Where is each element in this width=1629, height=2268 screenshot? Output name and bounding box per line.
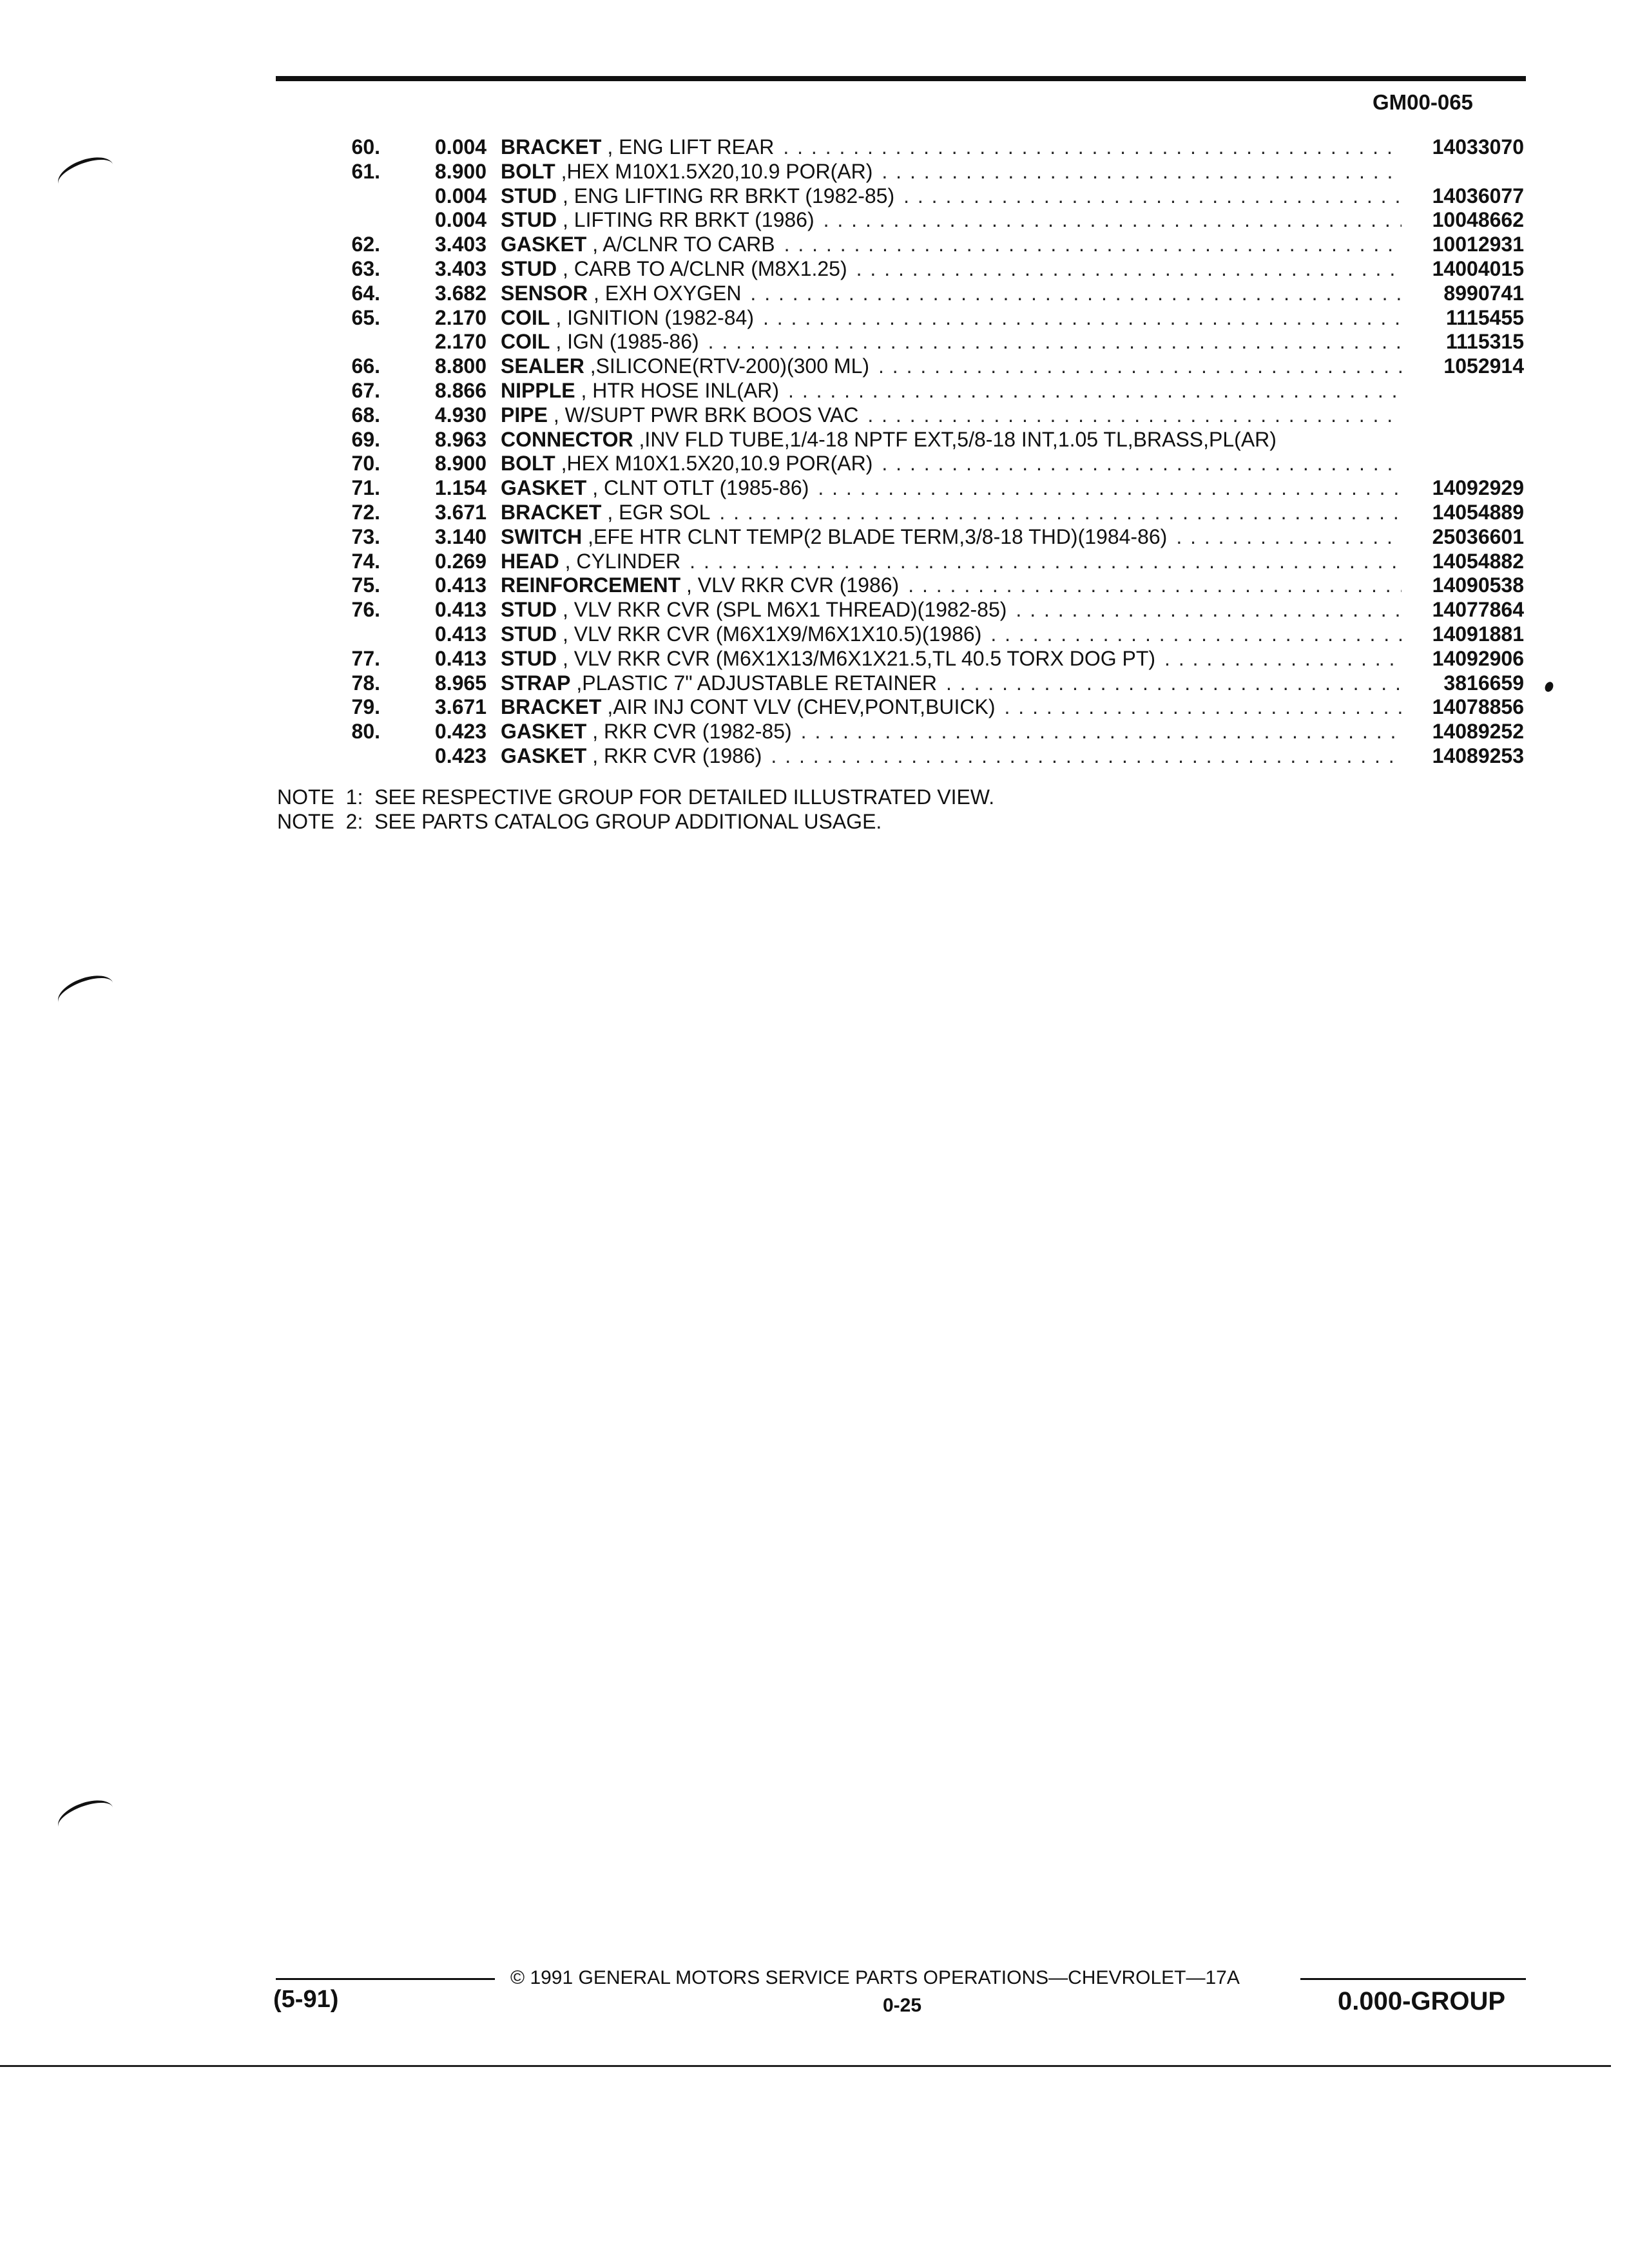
part-detail: , IGN (1985-86) bbox=[550, 330, 699, 354]
group-number: 0.004 bbox=[434, 184, 487, 207]
part-detail: , VLV RKR CVR (1986) bbox=[680, 573, 900, 597]
part-description bbox=[501, 622, 1402, 647]
parts-row bbox=[284, 501, 1524, 525]
part-number: 14033070 bbox=[1432, 135, 1524, 159]
part-description bbox=[501, 598, 1402, 622]
part-name: STUD bbox=[501, 646, 557, 670]
footer-group: 0.000-GROUP bbox=[1338, 1987, 1506, 2015]
notes bbox=[277, 785, 994, 834]
dot-leader bbox=[899, 573, 1402, 598]
part-description bbox=[501, 403, 1402, 428]
part-name: SENSOR bbox=[501, 281, 588, 305]
part-number: 14091881 bbox=[1432, 622, 1524, 646]
part-number bbox=[1402, 403, 1524, 428]
part-name: STUD bbox=[501, 184, 557, 207]
part-description bbox=[501, 330, 1402, 354]
part-description bbox=[501, 476, 1402, 501]
dot-leader bbox=[775, 233, 1402, 257]
part-description bbox=[501, 744, 1402, 769]
footer-rule-right bbox=[1300, 1978, 1526, 1980]
reference-number: 70. bbox=[351, 452, 380, 476]
reference-number: 73. bbox=[351, 524, 380, 548]
reference-number: 66. bbox=[351, 354, 380, 378]
part-description bbox=[501, 233, 1402, 257]
footer-rule-left bbox=[276, 1978, 495, 1980]
group-number: 1.154 bbox=[434, 476, 487, 500]
part-description bbox=[501, 695, 1402, 720]
part-name: NIPPLE bbox=[501, 378, 575, 402]
reference-number: 63. bbox=[351, 256, 380, 280]
part-name: GASKET bbox=[501, 744, 587, 767]
part-description bbox=[501, 647, 1402, 671]
part-name: STRAP bbox=[501, 671, 571, 695]
note-line: NOTE 1: SEE RESPECTIVE GROUP FOR DETAILED ILLUSTRATED VIEW. bbox=[277, 785, 995, 809]
parts-row bbox=[284, 354, 1524, 379]
part-name: SWITCH bbox=[501, 524, 583, 548]
dot-leader bbox=[981, 622, 1402, 647]
reference-number: 65. bbox=[351, 305, 380, 329]
parts-row bbox=[284, 403, 1524, 428]
group-number: 2.170 bbox=[434, 330, 487, 354]
reference-number bbox=[284, 208, 380, 233]
reference-number: 67. bbox=[351, 378, 380, 402]
dot-leader bbox=[815, 208, 1402, 233]
part-number bbox=[1402, 160, 1524, 184]
part-description bbox=[501, 306, 1402, 331]
part-detail: , ENG LIFTING RR BRKT (1982-85) bbox=[557, 184, 895, 207]
parts-row bbox=[284, 257, 1524, 282]
part-detail: , W/SUPT PWR BRK BOOS VAC bbox=[547, 403, 859, 427]
reference-number: 79. bbox=[351, 695, 380, 719]
group-number: 3.403 bbox=[434, 233, 487, 256]
part-detail: , LIFTING RR BRKT (1986) bbox=[557, 208, 815, 232]
part-description bbox=[501, 452, 1402, 476]
part-description bbox=[501, 671, 1402, 696]
part-number: 25036601 bbox=[1432, 524, 1524, 548]
part-name: BOLT bbox=[501, 452, 555, 476]
part-detail: , A/CLNR TO CARB bbox=[586, 233, 775, 256]
part-description bbox=[501, 379, 1402, 403]
part-description bbox=[501, 573, 1402, 598]
part-description bbox=[501, 184, 1402, 209]
part-name: BOLT bbox=[501, 159, 555, 183]
dot-leader bbox=[872, 452, 1402, 476]
group-number: 8.900 bbox=[434, 159, 487, 183]
parts-row bbox=[284, 452, 1524, 476]
group-number: 3.140 bbox=[434, 524, 487, 548]
part-detail: , RKR CVR (1986) bbox=[586, 744, 762, 767]
part-detail: , VLV RKR CVR (M6X1X13/M6X1X21.5,TL 40.5 TORX DOG PT) bbox=[557, 646, 1156, 670]
reference-number: 77. bbox=[351, 646, 380, 670]
part-name: COIL bbox=[501, 305, 550, 329]
part-detail: , CARB TO A/CLNR (M8X1.25) bbox=[557, 256, 847, 280]
parts-row bbox=[284, 135, 1524, 160]
reference-number bbox=[284, 184, 380, 209]
dot-leader bbox=[699, 330, 1402, 354]
group-number: 3.403 bbox=[434, 256, 487, 280]
part-description bbox=[501, 160, 1402, 184]
group-number: 4.930 bbox=[434, 403, 487, 427]
footer-date-code: (5-91) bbox=[273, 1986, 339, 2013]
document-id: GM00-065 bbox=[1373, 90, 1473, 114]
dot-leader bbox=[847, 257, 1402, 282]
dot-leader bbox=[809, 476, 1402, 501]
reference-number: 78. bbox=[351, 671, 380, 695]
group-number: 0.413 bbox=[434, 598, 487, 622]
part-name: BRACKET bbox=[501, 500, 602, 524]
reference-number: 72. bbox=[351, 500, 380, 524]
part-description bbox=[501, 354, 1402, 379]
dot-leader bbox=[710, 501, 1402, 525]
note-line: NOTE 2: SEE PARTS CATALOG GROUP ADDITIONAL USAGE. bbox=[277, 810, 882, 833]
reference-number: 69. bbox=[351, 427, 380, 451]
part-description bbox=[501, 282, 1402, 306]
part-number bbox=[1402, 428, 1524, 452]
dot-leader bbox=[792, 720, 1402, 744]
reference-number bbox=[284, 744, 380, 769]
reference-number: 75. bbox=[351, 573, 380, 597]
part-name: STUD bbox=[501, 598, 557, 622]
part-detail: , IGNITION (1982-84) bbox=[550, 305, 754, 329]
part-detail: , VLV RKR CVR (SPL M6X1 THREAD)(1982-85) bbox=[557, 598, 1007, 622]
parts-row bbox=[284, 233, 1524, 257]
part-detail: , EXH OXYGEN bbox=[588, 281, 742, 305]
reference-number bbox=[284, 330, 380, 354]
group-number: 0.423 bbox=[434, 744, 487, 767]
part-description bbox=[501, 550, 1402, 574]
page-edge-rule bbox=[0, 2065, 1611, 2067]
part-description bbox=[501, 208, 1402, 233]
part-detail: , ENG LIFT REAR bbox=[601, 135, 775, 159]
group-number: 0.413 bbox=[434, 573, 487, 597]
dot-leader bbox=[937, 671, 1402, 696]
dot-leader bbox=[1155, 647, 1402, 671]
dot-leader bbox=[1167, 525, 1402, 550]
part-description bbox=[501, 257, 1402, 282]
part-name: COIL bbox=[501, 330, 550, 354]
dot-leader bbox=[754, 306, 1402, 331]
part-number: 14036077 bbox=[1432, 184, 1524, 207]
reference-number: 61. bbox=[351, 159, 380, 183]
parts-row bbox=[284, 550, 1524, 574]
dot-leader bbox=[872, 160, 1402, 184]
part-name: SEALER bbox=[501, 354, 584, 378]
group-number: 0.413 bbox=[434, 622, 487, 646]
reference-number: 74. bbox=[351, 549, 380, 573]
part-number: 1115455 bbox=[1445, 305, 1524, 329]
group-number: 8.965 bbox=[434, 671, 487, 695]
group-number: 3.671 bbox=[434, 500, 487, 524]
part-number: 14078856 bbox=[1432, 695, 1524, 719]
part-name: STUD bbox=[501, 208, 557, 232]
parts-row bbox=[284, 282, 1524, 306]
part-number: 14092906 bbox=[1432, 646, 1524, 670]
header-rule bbox=[276, 76, 1526, 81]
group-number: 0.004 bbox=[434, 208, 487, 232]
part-name: GASKET bbox=[501, 720, 587, 744]
reference-number: 60. bbox=[351, 135, 380, 159]
reference-number: 64. bbox=[351, 281, 380, 305]
parts-row bbox=[284, 330, 1524, 354]
parts-row bbox=[284, 160, 1524, 184]
part-number: 14089253 bbox=[1432, 744, 1524, 767]
parts-row bbox=[284, 647, 1524, 671]
part-description bbox=[501, 135, 1402, 160]
part-detail: ,AIR INJ CONT VLV (CHEV,PONT,BUICK) bbox=[601, 695, 996, 719]
part-number: 14077864 bbox=[1432, 598, 1524, 622]
part-number: 8990741 bbox=[1443, 281, 1524, 305]
part-name: GASKET bbox=[501, 233, 587, 256]
part-number: 3816659 bbox=[1443, 671, 1524, 695]
part-name: BRACKET bbox=[501, 695, 602, 719]
group-number: 8.800 bbox=[434, 354, 487, 378]
parts-row bbox=[284, 671, 1524, 696]
part-number: 14090538 bbox=[1432, 573, 1524, 597]
part-number: 14054882 bbox=[1432, 549, 1524, 573]
part-detail: ,PLASTIC 7" ADJUSTABLE RETAINER bbox=[570, 671, 937, 695]
binder-hole-mark bbox=[53, 1794, 118, 1841]
dot-leader bbox=[1007, 598, 1402, 622]
group-number: 0.413 bbox=[434, 646, 487, 670]
dot-leader bbox=[741, 282, 1402, 306]
parts-row bbox=[284, 598, 1524, 622]
group-number: 0.269 bbox=[434, 549, 487, 573]
part-number bbox=[1402, 452, 1524, 476]
parts-row bbox=[284, 573, 1524, 598]
parts-list bbox=[284, 135, 1524, 769]
parts-row bbox=[284, 208, 1524, 233]
reference-number: 76. bbox=[351, 598, 380, 622]
parts-row bbox=[284, 306, 1524, 331]
part-number: 10048662 bbox=[1432, 208, 1524, 232]
part-name: STUD bbox=[501, 256, 557, 280]
dot-leader bbox=[762, 744, 1402, 769]
reference-number: 71. bbox=[351, 476, 380, 500]
part-name: STUD bbox=[501, 622, 557, 646]
reference-number bbox=[284, 622, 380, 647]
dot-leader bbox=[894, 184, 1402, 209]
part-number: 14092929 bbox=[1432, 476, 1524, 500]
part-number: 14089252 bbox=[1432, 720, 1524, 744]
part-detail: ,SILICONE(RTV-200)(300 ML) bbox=[584, 354, 870, 378]
part-number: 14054889 bbox=[1432, 500, 1524, 524]
part-name: CONNECTOR bbox=[501, 427, 633, 451]
dot-leader bbox=[680, 550, 1402, 574]
group-number: 3.682 bbox=[434, 281, 487, 305]
binder-hole-mark bbox=[53, 969, 118, 1016]
footer-page-number: 0-25 bbox=[883, 1995, 922, 2016]
part-name: PIPE bbox=[501, 403, 548, 427]
part-detail: ,HEX M10X1.5X20,10.9 POR(AR) bbox=[555, 159, 873, 183]
group-number: 0.423 bbox=[434, 720, 487, 744]
dot-leader bbox=[869, 354, 1402, 379]
dot-leader bbox=[774, 135, 1402, 160]
group-number: 8.866 bbox=[434, 378, 487, 402]
parts-row bbox=[284, 428, 1524, 452]
part-number: 1052914 bbox=[1443, 354, 1524, 378]
part-detail: , CYLINDER bbox=[559, 549, 681, 573]
dot-leader bbox=[858, 403, 1402, 428]
part-detail: , RKR CVR (1982-85) bbox=[586, 720, 792, 744]
parts-row bbox=[284, 695, 1524, 720]
footer-copyright: © 1991 GENERAL MOTORS SERVICE PARTS OPERATIONS—CHEVROLET—17A bbox=[510, 1967, 1240, 1988]
dot-leader bbox=[996, 695, 1402, 720]
part-detail: ,INV FLD TUBE,1/4-18 NPTF EXT,5/8-18 INT,1.05 TL,BRASS,PL(AR) bbox=[633, 427, 1277, 451]
stray-ink-mark bbox=[1543, 680, 1555, 693]
part-number: 14004015 bbox=[1432, 256, 1524, 280]
reference-number: 68. bbox=[351, 403, 380, 427]
part-name: REINFORCEMENT bbox=[501, 573, 681, 597]
parts-row bbox=[284, 476, 1524, 501]
parts-row bbox=[284, 379, 1524, 403]
part-number bbox=[1402, 379, 1524, 403]
group-number: 8.900 bbox=[434, 452, 487, 476]
part-detail: , CLNT OTLT (1985-86) bbox=[586, 476, 809, 500]
binder-hole-mark bbox=[53, 151, 118, 198]
part-description bbox=[501, 525, 1402, 550]
part-detail: ,HEX M10X1.5X20,10.9 POR(AR) bbox=[555, 452, 873, 476]
part-name: BRACKET bbox=[501, 135, 602, 159]
part-description bbox=[501, 501, 1402, 525]
parts-row bbox=[284, 744, 1524, 769]
parts-row bbox=[284, 720, 1524, 744]
group-number: 8.963 bbox=[434, 427, 487, 451]
parts-row bbox=[284, 184, 1524, 209]
dot-leader bbox=[779, 379, 1402, 403]
part-detail: , HTR HOSE INL(AR) bbox=[575, 378, 780, 402]
group-number: 3.671 bbox=[434, 695, 487, 719]
part-detail: , EGR SOL bbox=[601, 500, 711, 524]
group-number: 0.004 bbox=[434, 135, 487, 159]
part-number: 10012931 bbox=[1432, 233, 1524, 256]
part-name: GASKET bbox=[501, 476, 587, 500]
part-detail: ,EFE HTR CLNT TEMP(2 BLADE TERM,3/8-18 THD)(1984-86) bbox=[582, 524, 1168, 548]
reference-number: 62. bbox=[351, 233, 380, 256]
group-number: 2.170 bbox=[434, 305, 487, 329]
parts-row bbox=[284, 525, 1524, 550]
parts-row bbox=[284, 622, 1524, 647]
part-name: HEAD bbox=[501, 549, 559, 573]
reference-number: 80. bbox=[351, 720, 380, 744]
part-description bbox=[501, 720, 1402, 744]
part-number: 1115315 bbox=[1445, 330, 1524, 354]
part-description bbox=[501, 428, 1402, 452]
part-detail: , VLV RKR CVR (M6X1X9/M6X1X10.5)(1986) bbox=[557, 622, 982, 646]
